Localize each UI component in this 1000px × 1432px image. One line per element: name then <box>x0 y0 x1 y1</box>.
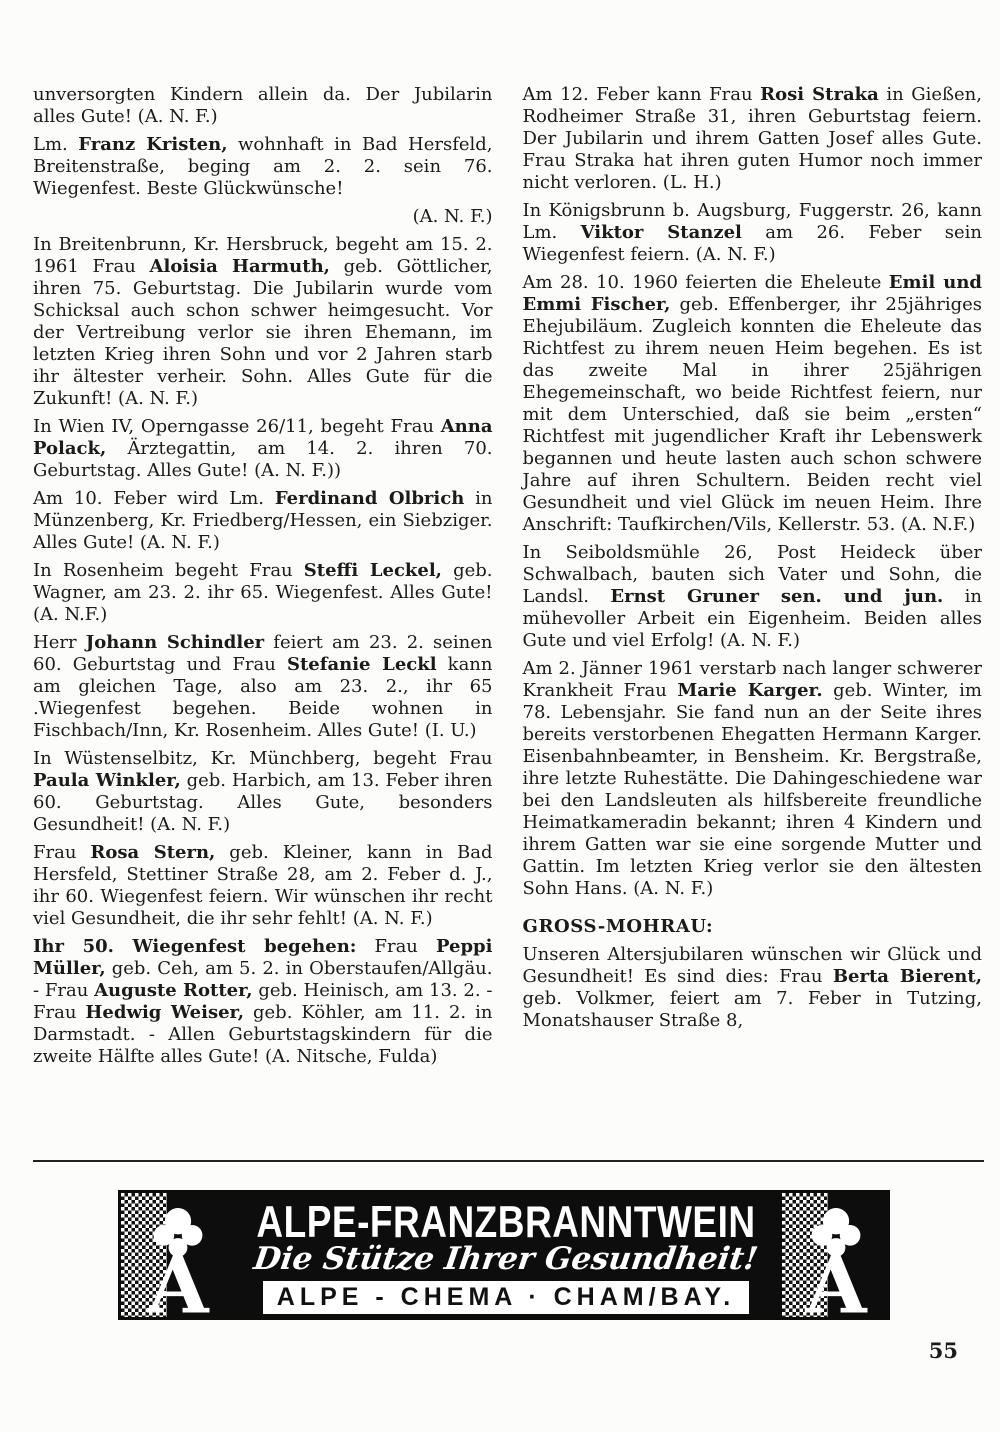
text-run: in Gießen, Rodheimer Straße 31, ihren Geburtstag feiern. Der Jubilarin und ihrem Gatten Josef alles Gute. Frau Straka hat ihren guten Humor noch immer nicht verloren. (L. H.) <box>522 84 982 193</box>
text-run: in Münzenberg, Kr. Friedberg/Hessen, ein Siebziger. Alles Gute! (A. N. F.) <box>33 488 493 553</box>
bold-name-text: Ihr 50. Wiegenfest begehen: <box>33 936 357 957</box>
paragraph <box>33 206 493 228</box>
text-run: unversorgten Kindern allein da. Der Jubilarin alles Gute! (A. N. F.) <box>33 84 493 127</box>
paragraph <box>523 658 983 900</box>
paragraph <box>33 748 493 836</box>
text-run: am 26. Feber sein Wiegenfest feiern. (A. N. F.) <box>522 222 982 265</box>
text-run: (A. N. F.) <box>412 206 493 227</box>
logo-letter: A <box>805 1238 867 1317</box>
bold-name-text: Steffi Leckel, <box>303 560 442 581</box>
ad-content <box>240 1196 772 1314</box>
paragraph <box>33 842 493 930</box>
bold-name-text: Stefanie Leckl <box>286 654 437 675</box>
text-run: wohnhaft in Bad Hersfeld, Breitenstraße, beging am 2. 2. sein 76. Wiegenfest. Beste Glückwünsche! <box>33 134 493 199</box>
bold-name-text: Ferdinand Olbrich <box>274 488 465 509</box>
bold-name-text: Peppi Müller, <box>33 936 493 979</box>
text-run: Frau <box>33 842 91 863</box>
text-run: geb. Heinisch, am 13. 2. - Frau <box>33 980 493 1023</box>
text-run: geb. Wagner, am 23. 2. ihr 65. Wiegenfest. Alles Gute! (A. N.F.) <box>33 560 493 625</box>
bold-name-text: Emil und Emmi Fischer, <box>522 272 982 315</box>
text-run: geb. Göttlicher, ihren 75. Geburtstag. Die Jubilarin wurde vom Schicksal auch schon schwer heimgesucht. Vor der Vertreibung verlor sie ihren Ehemann, im letzten Krieg ihren Sohn und vor 2 Jahren starb ihr ältester verheir. Sohn. Alles Gute für die Zukunft! (A. N. F.) <box>33 256 493 409</box>
bold-name-text: Rosa Stern, <box>90 842 216 863</box>
text-run: geb. Harbich, am 13. Feber ihren 60. Geburtstag. Alles Gute, besonders Gesundheit! (A. N. F.) <box>33 770 493 835</box>
text-run: kann am gleichen Tage, also am 23. 2., ihr 65 .Wiegenfest begehen. Beide wohnen in Fischbach/Inn, Kr. Rosenheim. Alles Gute! (I. U.) <box>33 654 493 741</box>
bold-name-text: Paula Winkler, <box>33 770 181 791</box>
text-run: geb. Effenberger, ihr 25jähriges Ehejubiläum. Zugleich konnten die Eheleute das Richtfest zu ihrem neuen Heim begehen. Es ist das zweite Mal in ihrer 25jährigen Ehegemeinschaft, wo beide Richtfest feiern, nur mit dem Unterschied, daß sie beim „ersten“ Richtfest mit jugendlicher Kraft ihr Lebenswerk begannen und heute lasten auch schon schwere Jahre auf ihren Schultern. Beiden recht viel Gesundheit und viel Glück im neuen Heim. Ihre Anschrift: Taufkirchen/Vils, Kellerstr. 53. (A. N.F.) <box>522 294 982 535</box>
bold-name-text: Anna Polack, <box>33 416 493 459</box>
paragraph <box>33 234 493 410</box>
text-run: Am 2. Jänner 1961 verstarb nach langer schwerer Krankheit Frau <box>522 658 982 701</box>
text-run: Am 28. 10. 1960 feierten die Eheleute <box>522 272 889 293</box>
text-run: Unseren Altersjubilaren wünschen wir Glück und Gesundheit! Es sind dies: Frau <box>522 944 982 987</box>
text-run: In Königsbrunn b. Augsburg, Fuggerstr. 26, kann Lm. <box>522 200 982 243</box>
text-run: geb. Kleiner, kann in Bad Hersfeld, Stettiner Straße 28, am 2. Feber d. J., ihr 60. Wiegenfest feiern. Wir wünschen ihr recht viel Gesundheit, die ihr sehr fehlt! (A. N. F.) <box>33 842 493 929</box>
text-run: Herr <box>33 632 86 653</box>
text-run: geb. Winter, im 78. Lebensjahr. Sie fand nun an der Seite ihres bereits verstorbenen Ehegatten Hermann Karger. Eisenbahnbeamter, in Bensheim. Kr. Bergstraße, ihre letzte Ruhestätte. Die Dahingeschiedene war bei den Landsleuten als hilfsbereite freundliche Heimatkameradin bekannt; ihren 4 Kindern und ihrem Gatten war sie eine sorgende Mutter und Gattin. Im letzten Krieg verlor sie den ältesten Sohn Hans. (A. N. F.) <box>522 680 982 899</box>
text-run: In Seiboldsmühle 26, Post Heideck über Schwalbach, bauten sich Vater und Sohn, die Landsl. <box>522 542 982 607</box>
paragraph <box>33 632 493 742</box>
bold-name-text: Auguste Rotter, <box>94 980 253 1001</box>
alpe-bottle-logo-icon <box>126 1193 230 1317</box>
logo-letter: A <box>147 1238 209 1317</box>
bold-name-text: Viktor Stanzel <box>580 222 742 243</box>
paragraph <box>33 84 493 128</box>
text-run: in mühevoller Arbeit ein Eigenheim. Beiden alles Gute und viel Erfolg! (A. N. F.) <box>522 586 982 651</box>
paragraph <box>33 936 493 1068</box>
bold-name-text: Franz Kristen, <box>78 134 228 155</box>
bold-name-text: GROSS-MOHRAU: <box>522 916 714 937</box>
ad-slogan: Die Stütze Ihrer Gesundheit! <box>251 1240 761 1277</box>
paragraph <box>523 272 983 536</box>
paragraph <box>33 134 493 200</box>
paragraph <box>523 200 983 266</box>
advertisement <box>118 1190 890 1320</box>
text-run: Am 10. Feber wird Lm. <box>33 488 275 509</box>
bold-name-text: Hedwig Weiser, <box>85 1002 244 1023</box>
text-run: In Rosenheim begeht Frau <box>33 560 304 581</box>
text-run: Frau <box>356 936 436 957</box>
bold-name-text: Rosi Straka <box>760 84 879 105</box>
paragraph <box>523 84 983 194</box>
ad-title: ALPE-FRANZBRANNTWEIN <box>256 1197 756 1247</box>
horizontal-rule <box>33 1160 984 1162</box>
text-run: geb. Volkmer, feiert am 7. Feber in Tutzing, Monatshauser Straße 8, <box>522 988 982 1031</box>
paragraph <box>33 488 493 554</box>
bold-name-text: Johann Schindler <box>85 632 265 653</box>
bold-name-text: Ernst Gruner sen. und jun. <box>610 586 944 607</box>
paragraph <box>33 560 493 626</box>
section-heading <box>523 916 983 938</box>
bold-name-text: Marie Karger. <box>677 680 823 701</box>
right-column <box>523 84 983 1160</box>
paragraph <box>523 944 983 1032</box>
text-run: Lm. <box>33 134 79 155</box>
ad-footer: ALPE - CHEMA · CHAM/BAY. <box>263 1281 749 1314</box>
text-run: feiert am 23. 2. seinen 60. Geburtstag und Frau <box>33 632 493 675</box>
text-run: geb. Köhler, am 11. 2. in Darmstadt. - Allen Geburtstagskindern für die zweite Hälfte alles Gute! (A. Nitsche, Fulda) <box>33 1002 493 1067</box>
left-column <box>33 84 493 1160</box>
page-number: 55 <box>928 1338 958 1363</box>
alpe-bottle-logo-icon <box>784 1193 888 1317</box>
text-run: In Wüstenselbitz, Kr. Münchberg, begeht Frau <box>33 748 493 769</box>
bold-name-text: Aloisia Harmuth, <box>149 256 330 277</box>
text-run: geb. Ceh, am 5. 2. in Oberstaufen/Allgäu. - Frau <box>33 958 493 1001</box>
text-run: In Breitenbrunn, Kr. Hersbruck, begeht am 15. 2. 1961 Frau <box>33 234 493 277</box>
bold-name-text: Berta Bierent, <box>832 966 982 987</box>
text-run: In Wien IV, Operngasse 26/11, begeht Frau <box>33 416 441 437</box>
paragraph <box>523 542 983 652</box>
text-run: Am 12. Feber kann Frau <box>522 84 761 105</box>
paragraph <box>33 416 493 482</box>
text-run: Ärztegattin, am 14. 2. ihren 70. Geburtstag. Alles Gute! (A. N. F.)) <box>33 438 493 481</box>
